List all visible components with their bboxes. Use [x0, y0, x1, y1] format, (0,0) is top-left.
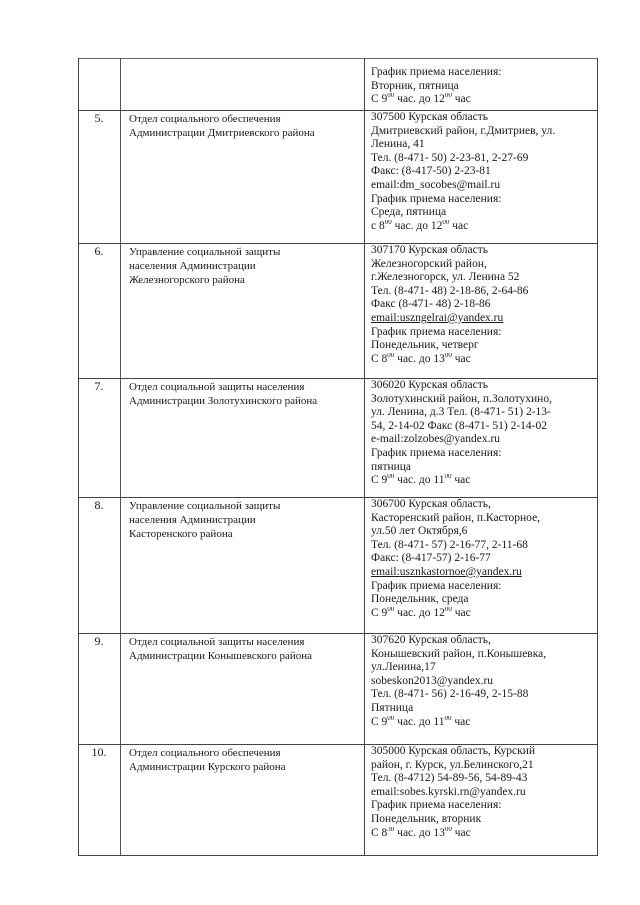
contact-line: ул.50 лет Октября,6 — [371, 525, 468, 538]
contact-line: 306700 Курская область, — [371, 498, 491, 510]
contact-line: Тел. (8-471- 50) 2-23-81, 2-27-69 — [371, 151, 529, 164]
minutes-to: 00 — [442, 219, 450, 226]
contact-line: г.Железногорск, ул. Ленина 52 — [371, 271, 520, 284]
hour-from: С 8 — [371, 352, 388, 365]
department-name-line: Отдел социального обеспечения — [129, 747, 281, 759]
contact-line: Дмитриевский район, г.Дмитриев, ул. — [371, 124, 556, 137]
email-link[interactable]: email:usznkastornoe@yandex.ru — [371, 565, 522, 578]
minutes-from: 00 — [387, 715, 395, 722]
email-link[interactable]: e-mail:zolzobes@yandex.ru — [371, 433, 501, 446]
contact-info — [371, 243, 595, 366]
contact-line: Понедельник, среда — [371, 593, 469, 606]
department-name-line: Касторенского района — [129, 528, 233, 540]
contact-line: Тел. (8-4712) 54-89-56, 54-89-43 — [371, 772, 528, 785]
row-number: 5. — [94, 111, 104, 125]
contact-line: 305000 Курская область, Курский — [371, 745, 536, 757]
department-name-line: Отдел социального обеспечения — [129, 113, 281, 125]
department-name-line: населения Администрации — [129, 260, 256, 272]
table-row — [78, 497, 598, 634]
contact-line: Понедельник, четверг — [371, 339, 479, 352]
contact-line: ул. Ленина, д.3 Тел. (8-471- 51) 2-13- — [371, 406, 551, 419]
email-link[interactable]: sobeskon2013@yandex.ru — [371, 674, 494, 687]
minutes-to: 00 — [444, 715, 452, 722]
row-number: 7. — [94, 379, 104, 393]
document-table — [78, 58, 598, 855]
reception-hours — [371, 827, 595, 841]
hour-to: час. до 12 — [391, 219, 443, 232]
contact-line: График приема населения: — [371, 325, 502, 338]
department-name-line: Железногорского района — [129, 274, 245, 286]
hour-from: С 9 — [371, 606, 388, 619]
minutes-from: 00 — [387, 93, 395, 100]
reception-hours — [371, 607, 595, 621]
contact-line: Среда, пятница — [371, 206, 447, 219]
department-name — [129, 243, 357, 287]
hour-suffix: час — [449, 219, 469, 232]
contact-line: Тел. (8-471- 57) 2-16-77, 2-11-68 — [371, 538, 528, 551]
reception-hours — [371, 353, 595, 367]
row-number: 8. — [94, 498, 104, 512]
department-name — [129, 58, 357, 60]
contact-line: 307620 Курская область, — [371, 634, 491, 646]
department-name — [129, 497, 357, 541]
row-number: 9. — [94, 634, 104, 648]
row-number: 6. — [94, 244, 104, 258]
contact-info — [371, 633, 595, 729]
contact-line: Факс: (8-417-57) 2-16-77 — [371, 552, 491, 565]
contact-line: Ленина, 41 — [371, 138, 425, 151]
hour-from: С 9 — [371, 715, 388, 728]
contact-line: 54, 2-14-02 Факс (8-471- 51) 2-14-02 — [371, 419, 547, 432]
contact-line: Факс (8-471- 48) 2-18-86 — [371, 298, 491, 311]
hour-from: С 9 — [371, 474, 388, 487]
email-link[interactable]: email:sobes.kyrski.rn@yandex.ru — [371, 785, 526, 798]
table-row — [78, 744, 598, 856]
row-number — [78, 58, 120, 59]
hour-to: час. до 11 — [394, 715, 445, 728]
hour-to: час. до 12 — [394, 606, 445, 619]
department-name-line: Отдел социальной защиты населения — [129, 636, 305, 648]
minutes-to: 00 — [444, 474, 452, 481]
minutes-to: 00 — [444, 826, 452, 833]
department-name-line: Администрации Конышевского района — [129, 650, 313, 662]
contact-info — [371, 378, 595, 488]
contact-line: 306020 Курская область — [371, 379, 488, 391]
contact-line: График приема населения: — [371, 446, 502, 459]
email-link[interactable]: email:uszngelrai@yandex.ru — [371, 311, 504, 324]
department-name — [129, 744, 357, 774]
department-name — [129, 378, 357, 408]
table-row — [78, 243, 598, 379]
table-row — [78, 110, 598, 244]
minutes-to: 00 — [444, 93, 452, 100]
hour-suffix: час — [451, 474, 471, 487]
contact-info — [371, 497, 595, 620]
minutes-from: 00 — [387, 352, 395, 359]
contact-info — [371, 58, 595, 107]
contact-info — [371, 110, 595, 233]
reception-hours — [371, 220, 595, 234]
contact-line: Пятница — [371, 701, 414, 714]
minutes-to: 00 — [444, 352, 452, 359]
contact-line: Тел. (8-471- 56) 2-16-49, 2-15-88 — [371, 688, 529, 701]
department-name-line: Администрации Курского района — [129, 761, 286, 773]
minutes-from: 00 — [387, 606, 395, 613]
contact-line: Конышевский район, п.Конышевка, — [371, 647, 547, 660]
hour-to: час. до 13 — [394, 826, 445, 839]
contact-info — [371, 744, 595, 840]
contact-line: График приема населения: — [371, 66, 502, 78]
contact-line: Золотухинский район, п.Золотухино, — [371, 392, 552, 405]
row-number: 10. — [91, 745, 107, 759]
department-name-line: Управление социальной защиты — [129, 246, 281, 258]
hour-suffix: час — [451, 606, 471, 619]
contact-line: Понедельник, вторник — [371, 812, 482, 825]
department-name-line: Администрации Золотухинского района — [129, 395, 318, 407]
minutes-from: 00 — [384, 219, 392, 226]
contact-line: пятница — [371, 460, 412, 473]
hour-suffix: час — [451, 93, 471, 106]
contact-line: График приема населения: — [371, 579, 502, 592]
contact-line: Факс: (8-417-50) 2-23-81 — [371, 165, 491, 178]
hour-suffix: час — [451, 352, 471, 365]
department-name — [129, 633, 357, 663]
minutes-from: 30 — [387, 826, 395, 833]
table-row — [78, 633, 598, 745]
hour-from: с 8 — [371, 219, 385, 232]
hour-suffix: час — [451, 826, 471, 839]
department-name-line: Отдел социальной защиты населения — [129, 381, 305, 393]
department-name — [129, 110, 357, 140]
table-row — [78, 58, 598, 111]
minutes-to: 00 — [444, 606, 452, 613]
reception-hours — [371, 93, 595, 107]
reception-hours — [371, 474, 595, 488]
department-name-line: населения Администрации — [129, 514, 256, 526]
contact-line: ул.Ленина,17 — [371, 661, 436, 674]
hour-to: час. до 11 — [394, 474, 445, 487]
contact-line: 307500 Курская область — [371, 111, 488, 123]
contact-line: район, г. Курск, ул.Белинского,21 — [371, 758, 534, 771]
hour-from: С 9 — [371, 93, 388, 106]
email-link[interactable]: email:dm_socobes@mail.ru — [371, 178, 501, 191]
minutes-from: 00 — [387, 474, 395, 481]
contact-line: Железногорский район, — [371, 257, 487, 270]
reception-hours — [371, 716, 595, 730]
hour-to: час. до 12 — [394, 93, 445, 106]
hour-from: С 8 — [371, 826, 388, 839]
contact-line: 307170 Курская область — [371, 244, 488, 256]
hour-suffix: час — [451, 715, 471, 728]
table-row — [78, 378, 598, 498]
department-name-line: Управление социальной защиты — [129, 500, 281, 512]
contact-line: Вторник, пятница — [371, 79, 459, 92]
contact-line: Касторенский район, п.Касторное, — [371, 511, 541, 524]
contact-line: Тел. (8-471- 48) 2-18-86, 2-64-86 — [371, 284, 529, 297]
contact-line: График приема населения: — [371, 799, 502, 812]
hour-to: час. до 13 — [394, 352, 445, 365]
department-name-line: Администрации Дмитриевского района — [129, 127, 315, 139]
contact-line: График приема населения: — [371, 192, 502, 205]
